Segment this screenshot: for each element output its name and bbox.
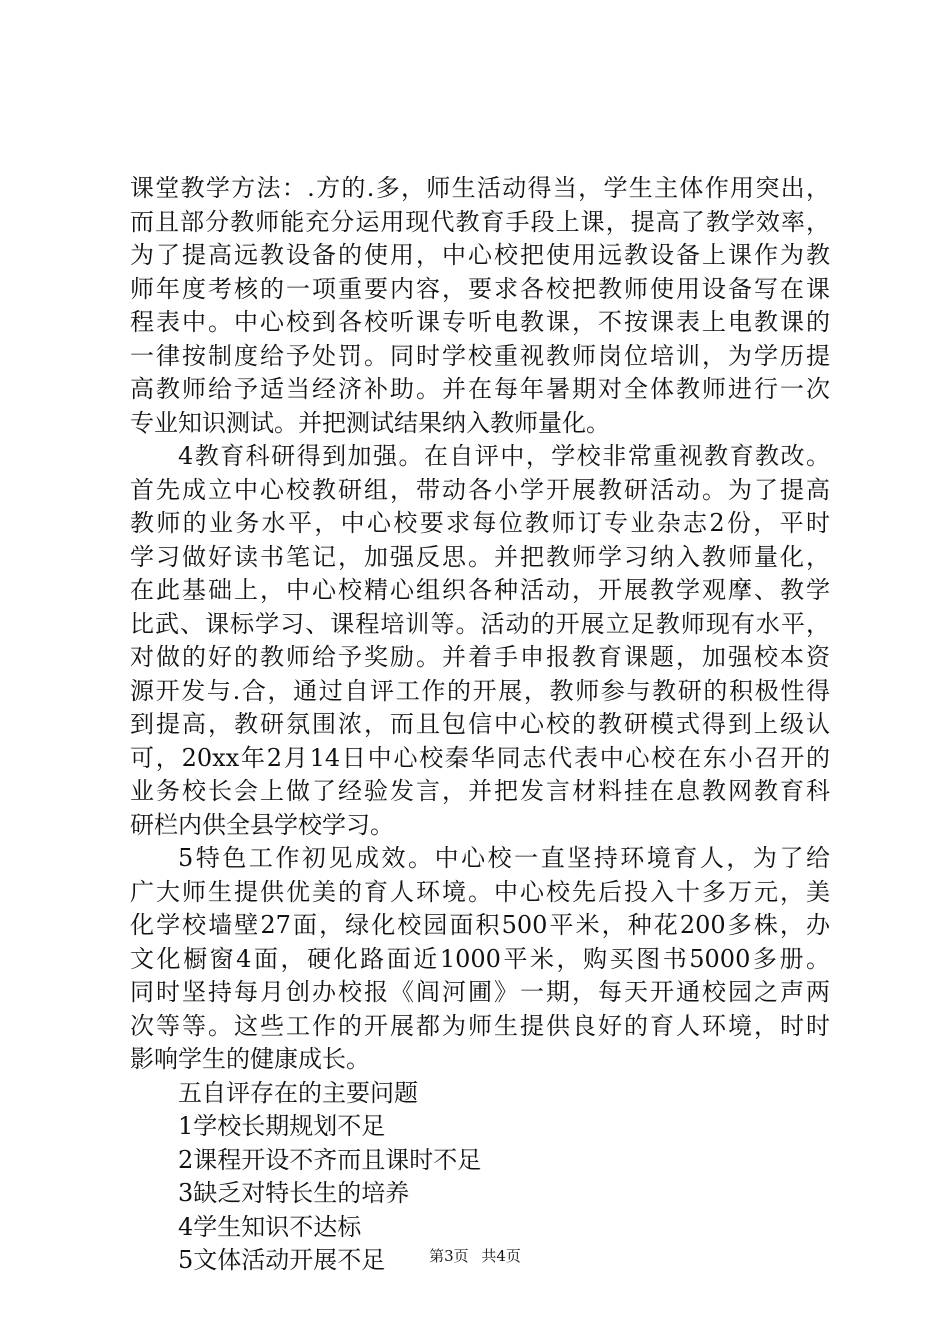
page-footer: [0, 1246, 950, 1266]
text-line: 首先成立中心校教研组，带动各小学开展教研活动。为了提高: [130, 475, 830, 504]
text-line: 师年度考核的一项重要内容，要求各校把教师使用设备写在课: [130, 274, 830, 303]
text-line: 业务校长会上做了经验发言，并把发言材料挂在息教网教育科: [130, 777, 830, 805]
page-number-current: 第3页: [429, 1247, 469, 1265]
text-line: 影响学生的健康成长。: [130, 1045, 370, 1073]
text-line: 五自评存在的主要问题: [178, 1078, 418, 1107]
text-line: 1学校长期规划不足: [178, 1112, 386, 1140]
text-line: 可，20xx年2月14日中心校秦华同志代表中心校在东小召开的: [130, 743, 830, 772]
text-line: 文化橱窗4面，硬化路面近1000平米，购买图书5000多册。: [130, 944, 830, 973]
text-line: 4教育科研得到加强。在自评中，学校非常重视教育教改。: [178, 442, 830, 470]
text-line: 程表中。中心校到各校听课专听电教课，不按课表上电教课的: [130, 308, 830, 336]
text-line: 5特色工作初见成效。中心校一直坚持环境育人，为了给: [178, 844, 830, 872]
text-line: 学习做好读书笔记，加强反思。并把教师学习纳入教师量化，: [130, 542, 830, 571]
text-line: 比武、课标学习、课程培训等。活动的开展立足教师现有水平，: [130, 609, 830, 638]
text-line: 2课程开设不齐而且课时不足: [178, 1145, 482, 1174]
text-line: 专业知识测试。并把测试结果纳入教师量化。: [130, 408, 610, 437]
text-line: 在此基础上，中心校精心组织各种活动，开展教学观摩、教学: [130, 576, 830, 604]
text-line: 一律按制度给予处罚。同时学校重视教师岗位培训，为学历提: [130, 341, 830, 370]
text-line: 高教师给予适当经济补助。并在每年暑期对全体教师进行一次: [130, 375, 830, 403]
text-line: 对做的好的教师给予奖励。并着手申报教育课题，加强校本资: [130, 643, 830, 671]
text-line: 研栏内供全县学校学习。: [130, 810, 394, 839]
text-line: 源开发与.合，通过自评工作的开展，教师参与教研的积极性得: [130, 676, 830, 705]
text-line: 而且部分教师能充分运用现代教育手段上课，提高了教学效率，: [130, 207, 830, 236]
text-line: 4学生知识不达标: [178, 1212, 362, 1241]
page-number-total: 共4页: [481, 1247, 521, 1265]
text-line: 教师的业务水平，中心校要求每位教师订专业杂志2份，平时: [130, 509, 830, 537]
text-line: 为了提高远教设备的使用，中心校把使用远教设备上课作为教: [130, 241, 830, 269]
text-line: 广大师生提供优美的育人环境。中心校先后投入十多万元，美: [130, 877, 830, 906]
text-line: 到提高，教研氛围浓，而且包信中心校的教研模式得到上级认: [130, 710, 830, 738]
text-line: 化学校墙壁27面，绿化校园面积500平米，种花200多株，办: [130, 911, 830, 939]
text-line: 3缺乏对特长生的培养: [178, 1179, 410, 1207]
text-line: 课堂教学方法：.方的.多，师生活动得当，学生主体作用突出，: [130, 174, 830, 202]
text-line: 同时坚持每月创办校报《闾河圃》一期，每天开通校园之声两: [130, 978, 830, 1006]
text-line: 5文体活动开展不足: [178, 1246, 386, 1274]
body-text: [130, 172, 830, 1278]
text-line: 次等等。这些工作的开展都为师生提供良好的育人环境，时时: [130, 1011, 830, 1040]
